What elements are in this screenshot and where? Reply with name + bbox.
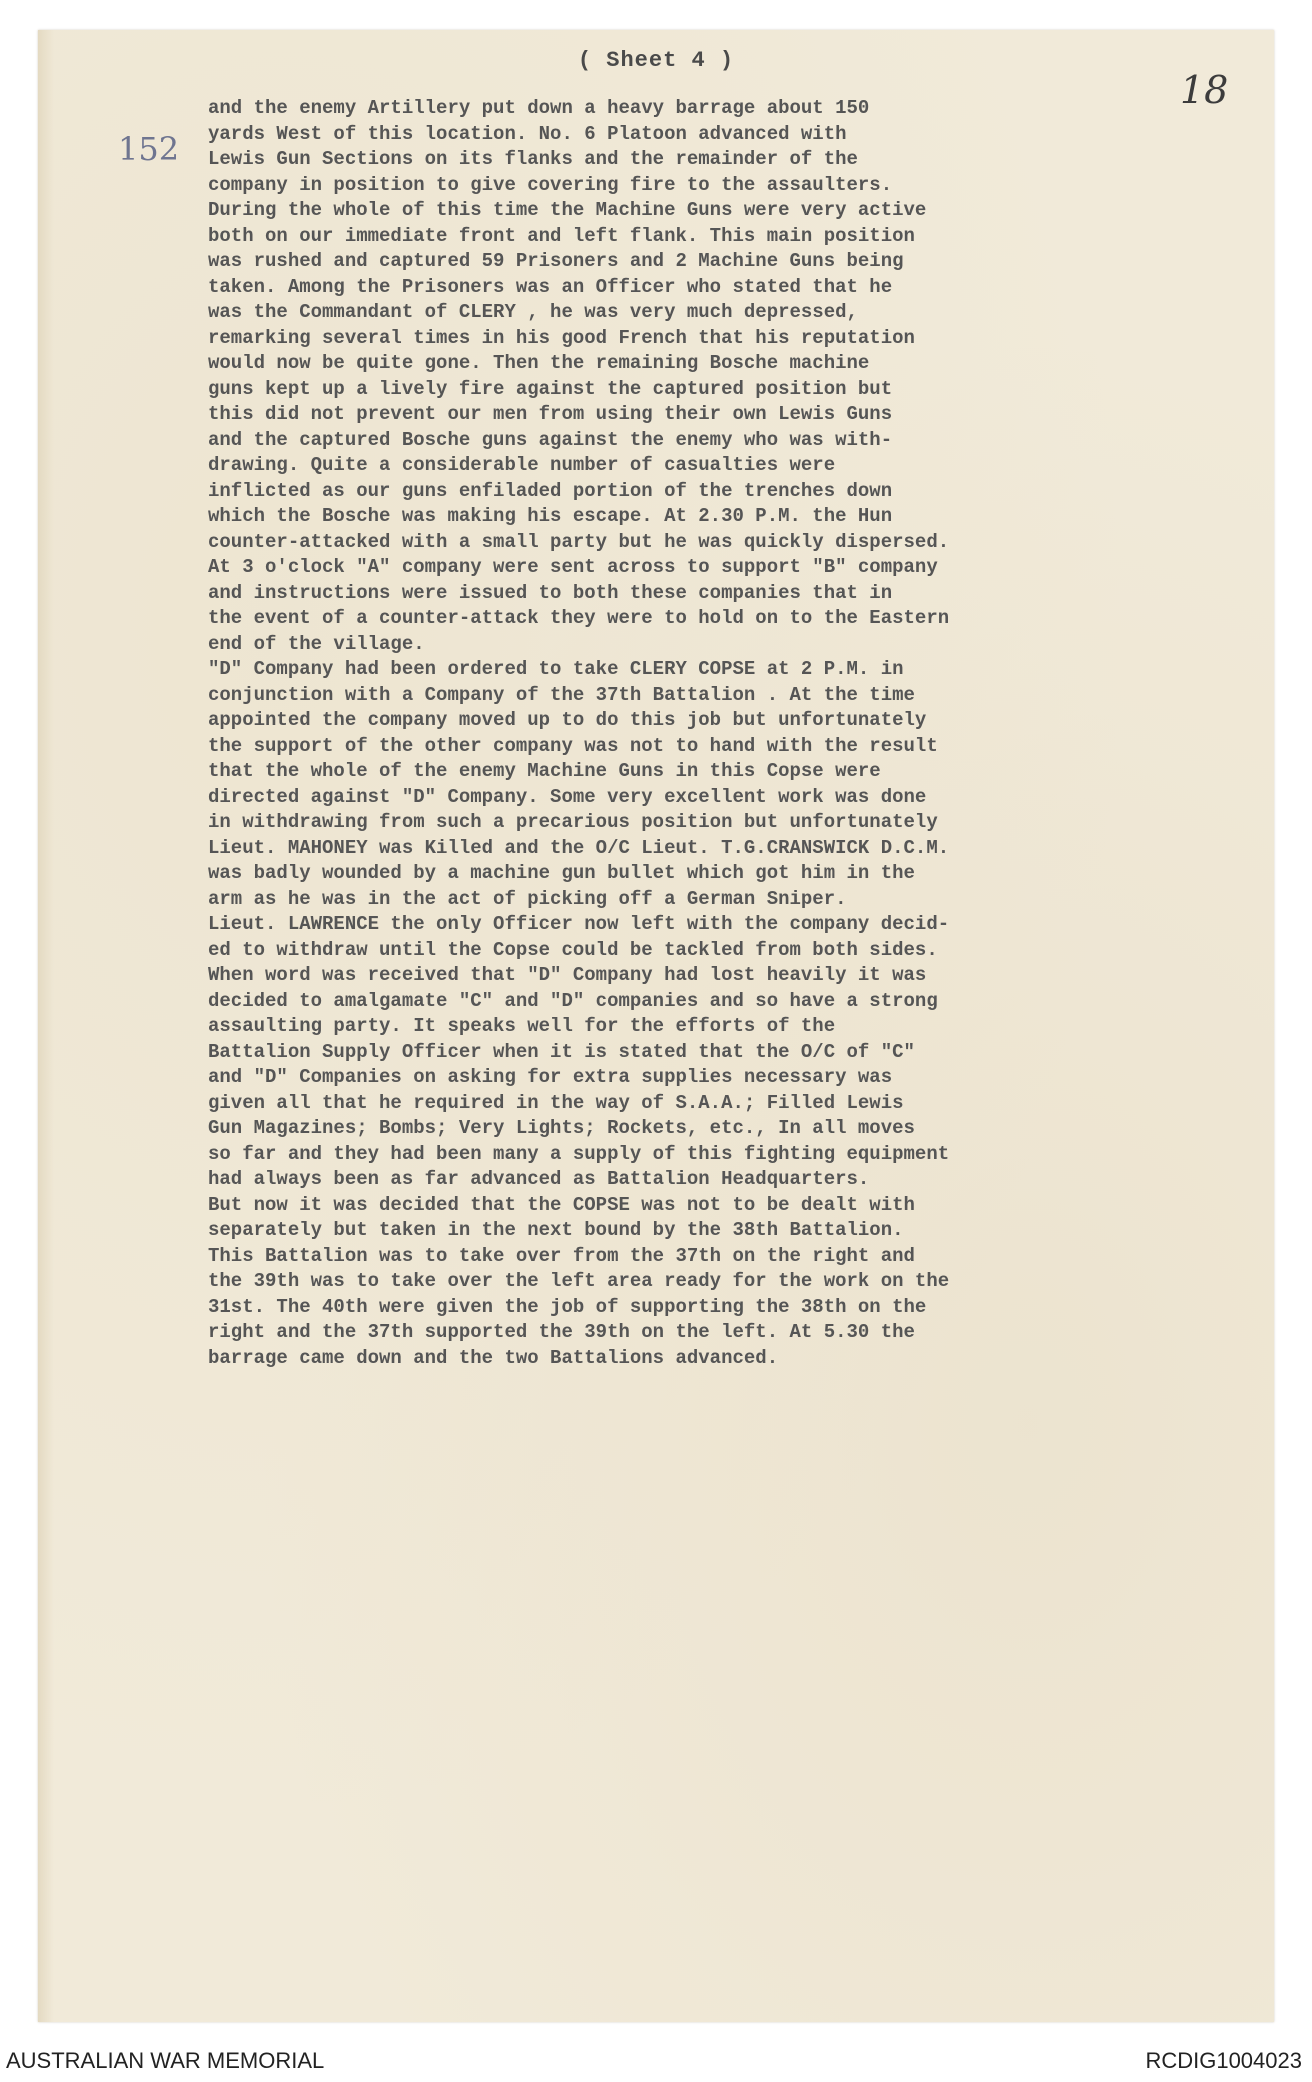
text-line: But now it was decided that the COPSE was not to be dealt with: [208, 1193, 915, 1216]
text-line: drawing. Quite a considerable number of casualties were: [208, 454, 836, 476]
text-line: At 3 o'clock "A" company were sent across to support "B" company: [208, 556, 938, 578]
text-line: this did not prevent our men from using their own Lewis Guns: [208, 403, 893, 425]
paper-edge: [38, 30, 54, 2022]
text-line: decided to amalgamate "C" and "D" companies and so have a strong: [208, 989, 938, 1012]
text-line: given all that he required in the way of S.A.A.; Filled Lewis: [208, 1091, 904, 1114]
text-line: both on our immediate front and left flank. This main position: [208, 224, 915, 247]
text-line: and instructions were issued to both these companies that in: [208, 581, 893, 604]
text-line: ed to withdraw until the Copse could be tackled from both sides.: [208, 938, 938, 961]
text-line: was the Commandant of CLERY , he was very much depressed,: [208, 301, 858, 323]
text-line: Lieut. LAWRENCE the only Officer now left with the company decid-: [208, 913, 950, 935]
text-line: conjunction with a Company of the 37th Battalion . At the time: [208, 683, 915, 706]
text-line: When word was received that "D" Company had lost heavily it was: [208, 964, 927, 986]
text-line: assaulting party. It speaks well for the efforts of the: [208, 1015, 836, 1037]
footer-institution: AUSTRALIAN WAR MEMORIAL: [6, 2048, 325, 2073]
text-line: inflicted as our guns enfiladed portion of the trenches down: [208, 479, 893, 502]
text-line: Gun Magazines; Bombs; Very Lights; Rockets, etc., In all moves: [208, 1117, 915, 1139]
sheet-label: ( Sheet 4 ): [577, 48, 735, 73]
text-line: Battalion Supply Officer when it is stated that the O/C of "C": [208, 1040, 915, 1063]
text-line: was badly wounded by a machine gun bullet which got him in the: [208, 862, 915, 884]
text-line: Lewis Gun Sections on its flanks and the remainder of the: [208, 148, 858, 170]
typed-body-text: [208, 96, 1228, 1371]
text-line: During the whole of this time the Machine Guns were very active: [208, 199, 927, 221]
text-line: directed against "D" Company. Some very excellent work was done: [208, 785, 927, 808]
stamp-number: 152: [118, 130, 180, 168]
text-line: separately but taken in the next bound by the 38th Battalion.: [208, 1219, 904, 1241]
text-line: had always been as far advanced as Battalion Headquarters.: [208, 1168, 870, 1190]
text-line: the support of the other company was not to hand with the result: [208, 734, 938, 757]
text-line: and "D" Companies on asking for extra supplies necessary was: [208, 1066, 893, 1088]
text-line: arm as he was in the act of picking off a German Sniper.: [208, 887, 847, 910]
text-line: so far and they had been many a supply of this fighting equipment: [208, 1142, 950, 1165]
text-line: remarking several times in his good French that his reputation: [208, 326, 915, 349]
text-line: was rushed and captured 59 Prisoners and 2 Machine Guns being: [208, 250, 904, 272]
text-line: counter-attacked with a small party but he was quickly dispersed.: [208, 530, 950, 553]
text-line: and the captured Bosche guns against the enemy who was with-: [208, 428, 893, 451]
text-line: the event of a counter-attack they were to hold on to the Eastern: [208, 607, 950, 629]
text-line: would now be quite gone. Then the remaining Bosche machine: [208, 352, 870, 374]
text-line: Lieut. MAHONEY was Killed and the O/C Lieut. T.G.CRANSWICK D.C.M.: [208, 836, 950, 859]
text-line: taken. Among the Prisoners was an Officer who stated that he: [208, 275, 893, 298]
text-line: barrage came down and the two Battalions advanced.: [208, 1346, 779, 1369]
text-line: which the Bosche was making his escape. At 2.30 P.M. the Hun: [208, 505, 893, 527]
text-line: company in position to give covering fire to the assaulters.: [208, 173, 893, 196]
text-line: This Battalion was to take over from the 37th on the right and: [208, 1244, 915, 1267]
text-line: that the whole of the enemy Machine Guns in this Copse were: [208, 760, 881, 782]
text-line: and the enemy Artillery put down a heavy barrage about 150: [208, 97, 870, 119]
text-line: end of the village.: [208, 632, 425, 655]
text-line: right and the 37th supported the 39th on the left. At 5.30 the: [208, 1321, 915, 1343]
folio-number: 18: [1180, 68, 1229, 112]
text-line: appointed the company moved up to do this job but unfortunately: [208, 709, 927, 731]
text-line: yards West of this location. No. 6 Platoon advanced with: [208, 122, 847, 145]
text-line: "D" Company had been ordered to take CLERY COPSE at 2 P.M. in: [208, 658, 904, 680]
text-line: guns kept up a lively fire against the captured position but: [208, 377, 893, 400]
text-line: in withdrawing from such a precarious position but unfortunately: [208, 811, 938, 833]
text-line: 31st. The 40th were given the job of supporting the 38th on the: [208, 1295, 927, 1318]
text-line: the 39th was to take over the left area ready for the work on the: [208, 1270, 950, 1292]
footer-record-id: RCDIG1004023: [1145, 2048, 1302, 2073]
